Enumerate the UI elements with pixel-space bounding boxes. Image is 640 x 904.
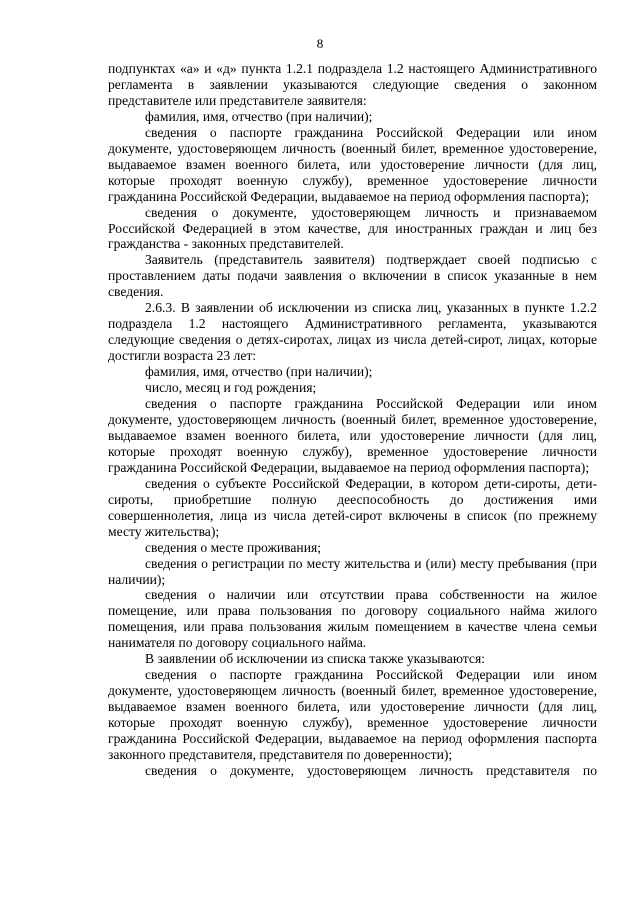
paragraph: Заявитель (представитель заявителя) подтверждает своей подписью с проставлением даты подачи заявления о включении в список указанные в нем сведения. <box>108 252 597 300</box>
paragraph: фамилия, имя, отчество (при наличии); <box>145 364 373 380</box>
paragraph: сведения о субъекте Российской Федерации, в котором дети-сироты, дети-сироты, приобретшие полную дееспособность до достижения ими совершеннолетия, лица из числа детей-сирот включены в список (по прежнему месту жительства); <box>108 475 597 539</box>
paragraph: сведения о паспорте гражданина Российской Федерации или ином документе, удостоверяющем личность (военный билет, временное удостоверение, выдаваемое взамен военного билета, или удостоверение личности (для лиц, которые проходят военную службу), временное удостоверение личности гражданина Российской Федерации, выдаваемое на период оформления паспорта); <box>108 124 597 204</box>
paragraph: сведения о паспорте гражданина Российской Федерации или ином документе, удостоверяющем личность (военный билет, временное удостоверение, выдаваемое взамен военного билета, или удостоверение личности (для лиц, которые проходят военную службу), временное удостоверение личности гражданина Российской Федерации, выдаваемое на период оформления паспорта); <box>108 396 597 475</box>
paragraph: число, месяц и год рождения; <box>145 380 317 396</box>
paragraph: В заявлении об исключении из списка также указываются: <box>145 651 485 667</box>
paragraph: сведения о месте проживания; <box>145 539 322 555</box>
page-number: 8 <box>316 36 324 51</box>
paragraph: сведения о регистрации по месту жительства и (или) месту пребывания (при наличии); <box>108 555 597 587</box>
paragraph: подпунктах «а» и «д» пункта 1.2.1 подраздела 1.2 настоящего Административного регламента в заявлении указываются следующие сведения о законном представителе или представителе заявителя: <box>108 61 597 108</box>
paragraph: сведения о документе, удостоверяющем личность и признаваемом Российской Федерацией в этом качестве, для иностранных граждан и лиц без гражданства - законных представителей. <box>108 204 597 252</box>
body-text <box>108 61 597 779</box>
paragraph: сведения о документе, удостоверяющем личность представителя по <box>145 762 597 778</box>
paragraph: 2.6.3. В заявлении об исключении из списка лиц, указанных в пункте 1.2.2 подраздела 1.2 настоящего Административного регламента, указываются следующие сведения о детях-сиротах, лицах из числа детей-сирот, лицах, которые достигли возраста 23 лет: <box>108 300 597 364</box>
paragraph: сведения о наличии или отсутствии права собственности на жилое помещение, или права пользования по договору социального найма жилого помещения, или права пользования жилым помещением в качестве члена семьи нанимателя по договору социального найма. <box>108 587 597 651</box>
paragraph: фамилия, имя, отчество (при наличии); <box>145 108 373 124</box>
paragraph: сведения о паспорте гражданина Российской Федерации или ином документе, удостоверяющем личность (военный билет, временное удостоверение, выдаваемое взамен военного билета, или удостоверение личности (для лиц, которые проходят военную службу), временное удостоверение личности гражданина Российской Федерации, выдаваемое на период оформления паспорта законного представителя, представителя по доверенности); <box>108 667 597 762</box>
